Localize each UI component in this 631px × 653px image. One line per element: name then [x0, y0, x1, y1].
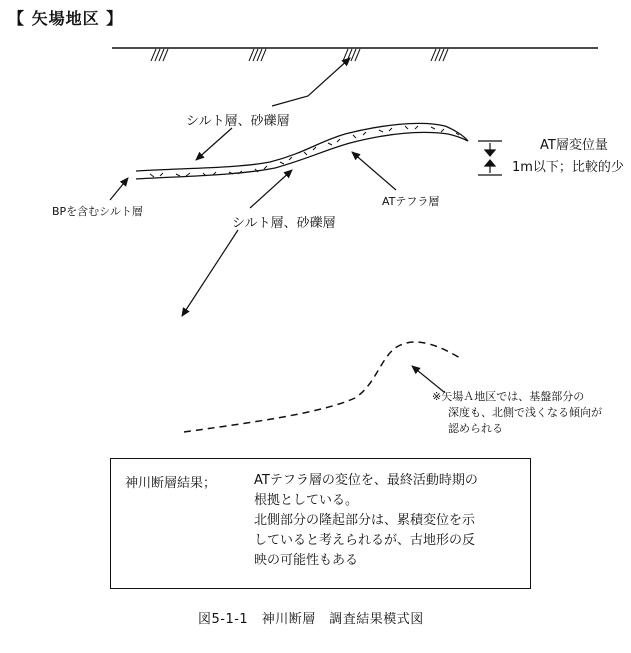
result-line: していると考えられるが、古地形の反	[254, 533, 476, 548]
result-line: 根拠としている。	[254, 493, 359, 508]
displacement-indicator	[478, 141, 502, 175]
basement-dashed-line	[184, 342, 460, 432]
result-line: ATテフラ層の変位を、最終活動時期の	[254, 473, 478, 488]
note-line-3: 認められる	[448, 422, 503, 435]
result-line: 北側部分の隆起部分は、累積変位を示	[254, 513, 476, 528]
upper-layer-leader-arrow	[272, 58, 350, 106]
at-tephra-label: ATテフラ層	[382, 195, 440, 208]
note-line-2: 深度も、北側で浅くなる傾向が	[448, 406, 602, 419]
upper-layer-arrow	[196, 128, 232, 160]
displacement-label-line1: AT層変位量	[540, 138, 608, 153]
note-line-1: ※矢場Ａ地区では、基盤部分の	[432, 390, 585, 403]
page-title: 【 矢場地区 】	[8, 9, 124, 28]
ground-surface	[112, 48, 598, 61]
figure-caption: 図5-1-1 神川断層 調査結果模式図	[198, 612, 424, 627]
result-line: 映の可能性もある	[254, 553, 359, 568]
displacement-label-line2: 1m以下；比較的少	[512, 160, 624, 175]
bp-layer-leader	[110, 178, 128, 200]
bp-layer-label: BPを含むシルト層	[52, 205, 143, 218]
result-box	[110, 458, 531, 589]
at-tephra-leader	[352, 152, 396, 190]
result-text	[254, 471, 478, 571]
upper-layer-label: シルト層、砂礫層	[186, 114, 290, 129]
lower-layer-arrow-up	[250, 170, 292, 208]
lower-layer-label: シルト層、砂礫層	[232, 216, 336, 231]
result-label: 神川断層結果；	[125, 476, 217, 491]
lower-layer-arrow-down	[182, 230, 238, 316]
at-tephra-band	[136, 123, 468, 179]
